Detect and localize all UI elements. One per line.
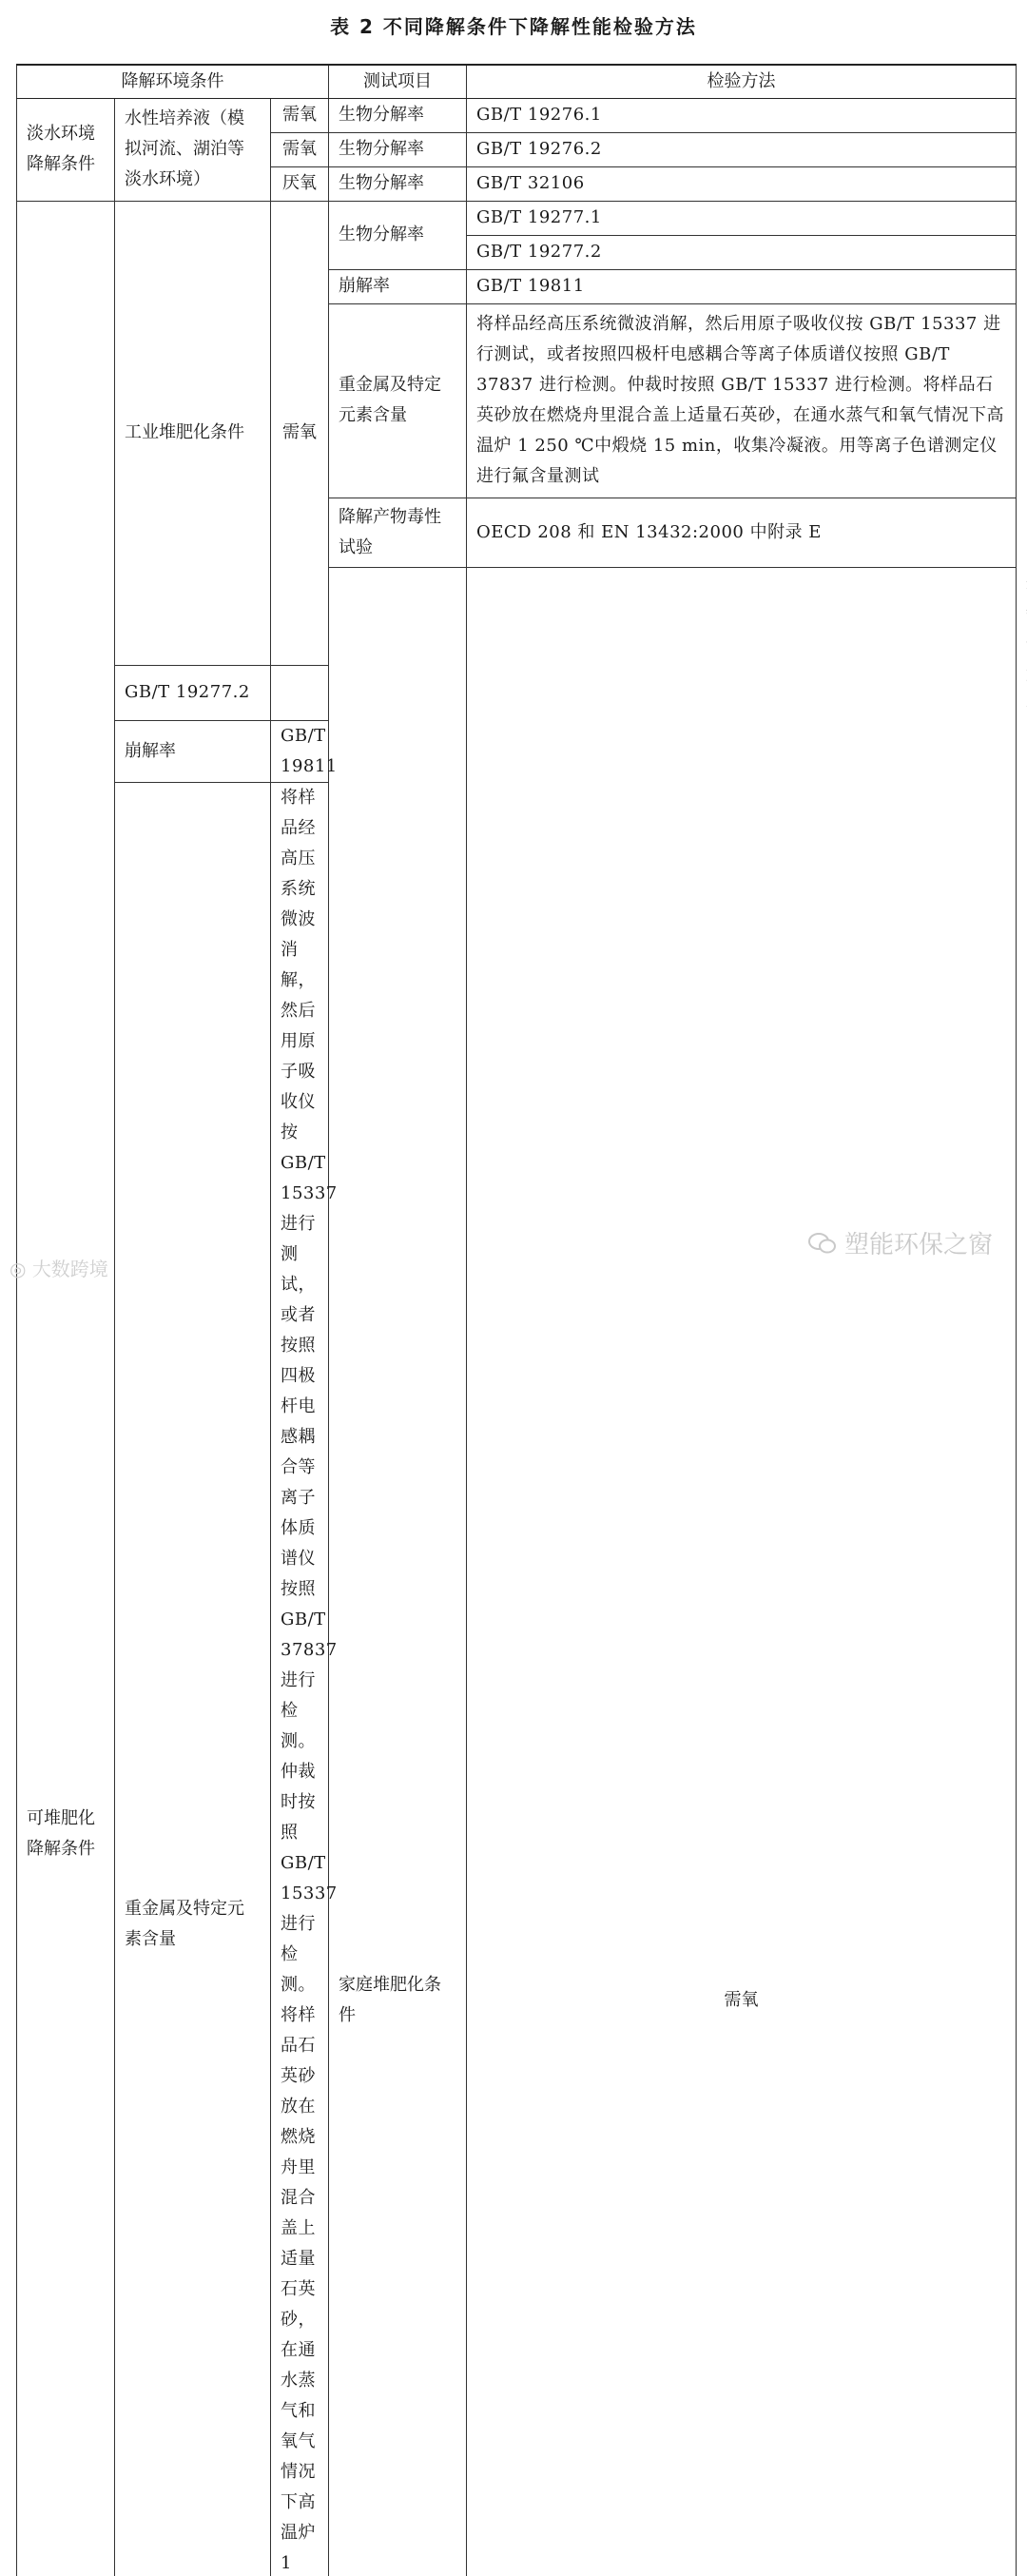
test-method: GB/T 19811 — [467, 269, 1017, 303]
header-env: 降解环境条件 — [17, 65, 329, 98]
header-method: 检验方法 — [467, 65, 1017, 98]
test-method: GB/T 19276.1 — [467, 98, 1017, 132]
test-item: 生物分解率 — [329, 98, 467, 132]
condition-home: 家庭堆肥化条件 — [329, 567, 467, 2576]
test-method: GB/T 19276.2 — [467, 132, 1017, 166]
watermark-right — [808, 1225, 993, 1260]
test-method: GB/T 19811 — [271, 720, 329, 782]
oxygen-cell: 需氧 — [467, 567, 1017, 2576]
test-methods-table — [16, 64, 1017, 2576]
wechat-icon — [808, 1232, 837, 1255]
test-method: 将样品经高压系统微波消解，然后用原子吸收仪按 GB/T 15337 进行测试，或者按照四极杆电感耦合等离子体质谱仪按照 GB/T 37837 进行检测。仲裁时按照 GB/T 15337 进行检测。将样品石英砂放在燃烧舟里混合盖上适量石英砂，在通水蒸气和氧气情况下高温炉 1 — [271, 782, 329, 2576]
header-item: 测试项目 — [329, 65, 467, 98]
weibo-icon: ◎ — [10, 1258, 27, 1280]
group-freshwater: 淡水环境降解条件 — [17, 98, 115, 201]
oxygen-cell: 需氧 — [271, 201, 329, 666]
test-method: OECD 208 和 EN 13432:2000 中附录 E — [467, 498, 1017, 567]
table-row — [17, 201, 1017, 235]
test-method: GB/T 19277.2 — [467, 235, 1017, 269]
test-method: GB/T 19277.1 — [467, 201, 1017, 235]
test-item: 降解产物毒性试验 — [329, 498, 467, 567]
test-method: 将样品经高压系统微波消解，然后用原子吸收仪按 GB/T 15337 进行测试，或者按照四极杆电感耦合等离子体质谱仪按照 GB/T 37837 进行检测。仲裁时按照 GB/T 15337 进行检测。将样品石英砂放在燃烧舟里混合盖上适量石英砂，在通水蒸气和氧气情况下高温炉 1 250 ℃中煅烧 15 min，收集冷凝液。用等离子色谱测定仪进行氟含量测试 — [467, 303, 1017, 498]
test-method: GB/T 32106 — [467, 166, 1017, 201]
oxygen-cell: 厌氧 — [271, 166, 329, 201]
header-row — [17, 65, 1017, 98]
test-item: 重金属及特定元素含量 — [329, 303, 467, 498]
condition-industrial: 工业堆肥化条件 — [115, 201, 271, 666]
watermark-left — [10, 1254, 108, 1281]
oxygen-cell: 需氧 — [271, 132, 329, 166]
test-item: 崩解率 — [329, 269, 467, 303]
oxygen-cell: 需氧 — [271, 98, 329, 132]
table-title: 表 2 不同降解条件下降解性能检验方法 — [330, 15, 697, 38]
medium-freshwater: 水性培养液（模拟河流、湖泊等淡水环境） — [115, 98, 271, 201]
test-item: 生物分解率 — [329, 132, 467, 166]
test-method: GB/T 19277.2 — [115, 666, 271, 720]
group-compost: 可堆肥化降解条件 — [17, 201, 115, 2576]
watermark-left-text: 大数跨境 — [31, 1258, 108, 1280]
watermark-right-text: 塑能环保之窗 — [843, 1231, 993, 1259]
test-item: 崩解率 — [115, 720, 271, 782]
test-item: 生物分解率 — [329, 201, 467, 269]
test-item: 重金属及特定元素含量 — [115, 782, 271, 2576]
test-item: 生物分解率 — [329, 166, 467, 201]
table-row — [17, 98, 1017, 132]
